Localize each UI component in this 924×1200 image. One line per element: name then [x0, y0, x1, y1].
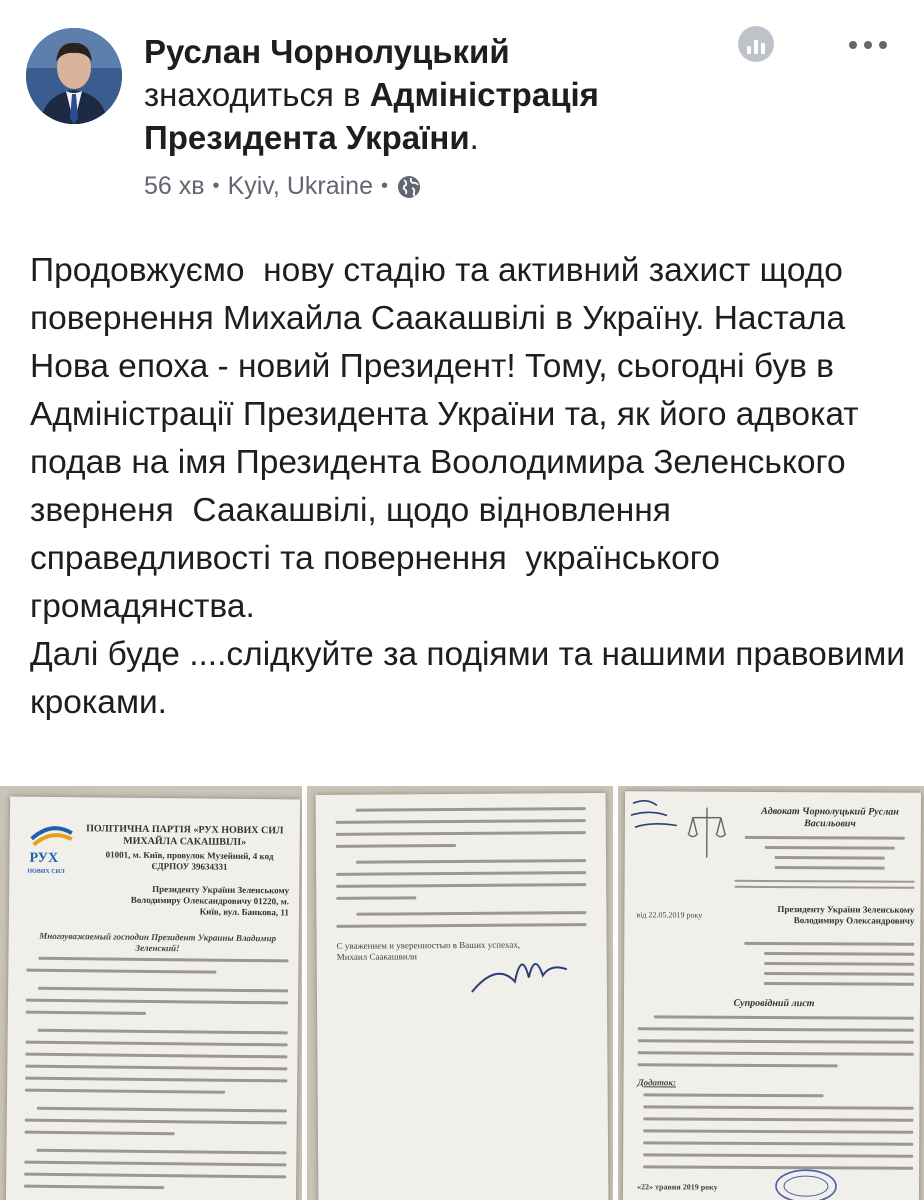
document-date: від 22.05.2019 року — [636, 910, 703, 920]
post-meta — [144, 172, 422, 201]
document-addressee: Президенту України Зеленському Володимиру Олександровичу — [777, 904, 915, 926]
document-appendix: Додаток: — [637, 1077, 677, 1088]
more-options-icon[interactable] — [838, 30, 898, 60]
photo-document-1[interactable] — [0, 786, 302, 1200]
photo-grid — [0, 786, 924, 1200]
document-type: Супровідний лист — [733, 997, 815, 1010]
justice-emblem-icon — [687, 804, 727, 862]
avatar-image — [26, 28, 122, 124]
document-salutation: Многоуважаемый господин Президент Украины Владимир Зеленский! — [39, 930, 277, 954]
document-header: ПОЛІТИЧНА ПАРТІЯ «РУХ НОВИХ СИЛ МИХАЙЛА САКАШВІЛІ» — [86, 823, 284, 848]
handwritten-note-icon — [627, 793, 687, 837]
insights-icon[interactable] — [738, 26, 774, 62]
document-signed-date: «22» травня 2019 року — [636, 1182, 718, 1192]
meta-separator: • — [212, 175, 220, 197]
logo-text: РУХ — [29, 850, 59, 866]
post-location[interactable]: Kyiv, Ukraine — [227, 172, 373, 200]
checkin-suffix: . — [469, 119, 479, 156]
post-text — [30, 247, 924, 727]
post-paragraph: Далі буде ....слідкуйте за подіями та нашими правовими кроками. — [30, 636, 924, 721]
checkin-place[interactable]: Адміністрація Президента України — [144, 76, 599, 156]
document-address: 01001, м. Київ, провулок Музейний, 4 код ЄДРПОУ 39634331 — [105, 849, 274, 872]
document-addressee: Президенту України Зеленському Володимиру Олександровичу 01220, м. Київ, вул. Банкова, 11 — [130, 883, 290, 918]
document-sheet — [316, 793, 609, 1200]
author-avatar[interactable] — [26, 28, 122, 124]
stamp-icon — [773, 1164, 839, 1200]
post-header — [0, 0, 924, 230]
post-title — [144, 30, 744, 159]
signature-icon — [467, 941, 577, 1002]
document-closing: С уважением и уверенностью в Ваших успехах, Михаил Саакашвили — [336, 939, 521, 962]
post-time[interactable]: 56 хв — [144, 172, 205, 200]
post-paragraph: Продовжуємо нову стадію та активний захист щодо повернення Михайла Саакашвілі в Україну. Настала Нова епоха - новий Президент! Тому, сьогодні був в Адміністрації Президента України та, як його адвокат подав на імя Президента Воолодимира Зеленського зверненя Саакашвілі, щодо відновлення справедливості та повернення українського громадянства. — [30, 252, 868, 625]
photo-document-3[interactable] — [618, 786, 924, 1200]
document-header: Адвокат Чорнолуцький Руслан Васильович — [761, 805, 899, 830]
globe-icon[interactable] — [396, 174, 422, 200]
checkin-prefix: знаходиться в — [144, 76, 361, 113]
document-sheet — [6, 796, 300, 1200]
meta-separator: • — [380, 175, 388, 197]
photo-document-2[interactable] — [307, 786, 613, 1200]
author-name[interactable]: Руслан Чорнолуцький — [144, 33, 510, 70]
logo-subtext: НОВИХ СИЛ — [27, 868, 65, 876]
document-sheet — [623, 791, 921, 1200]
